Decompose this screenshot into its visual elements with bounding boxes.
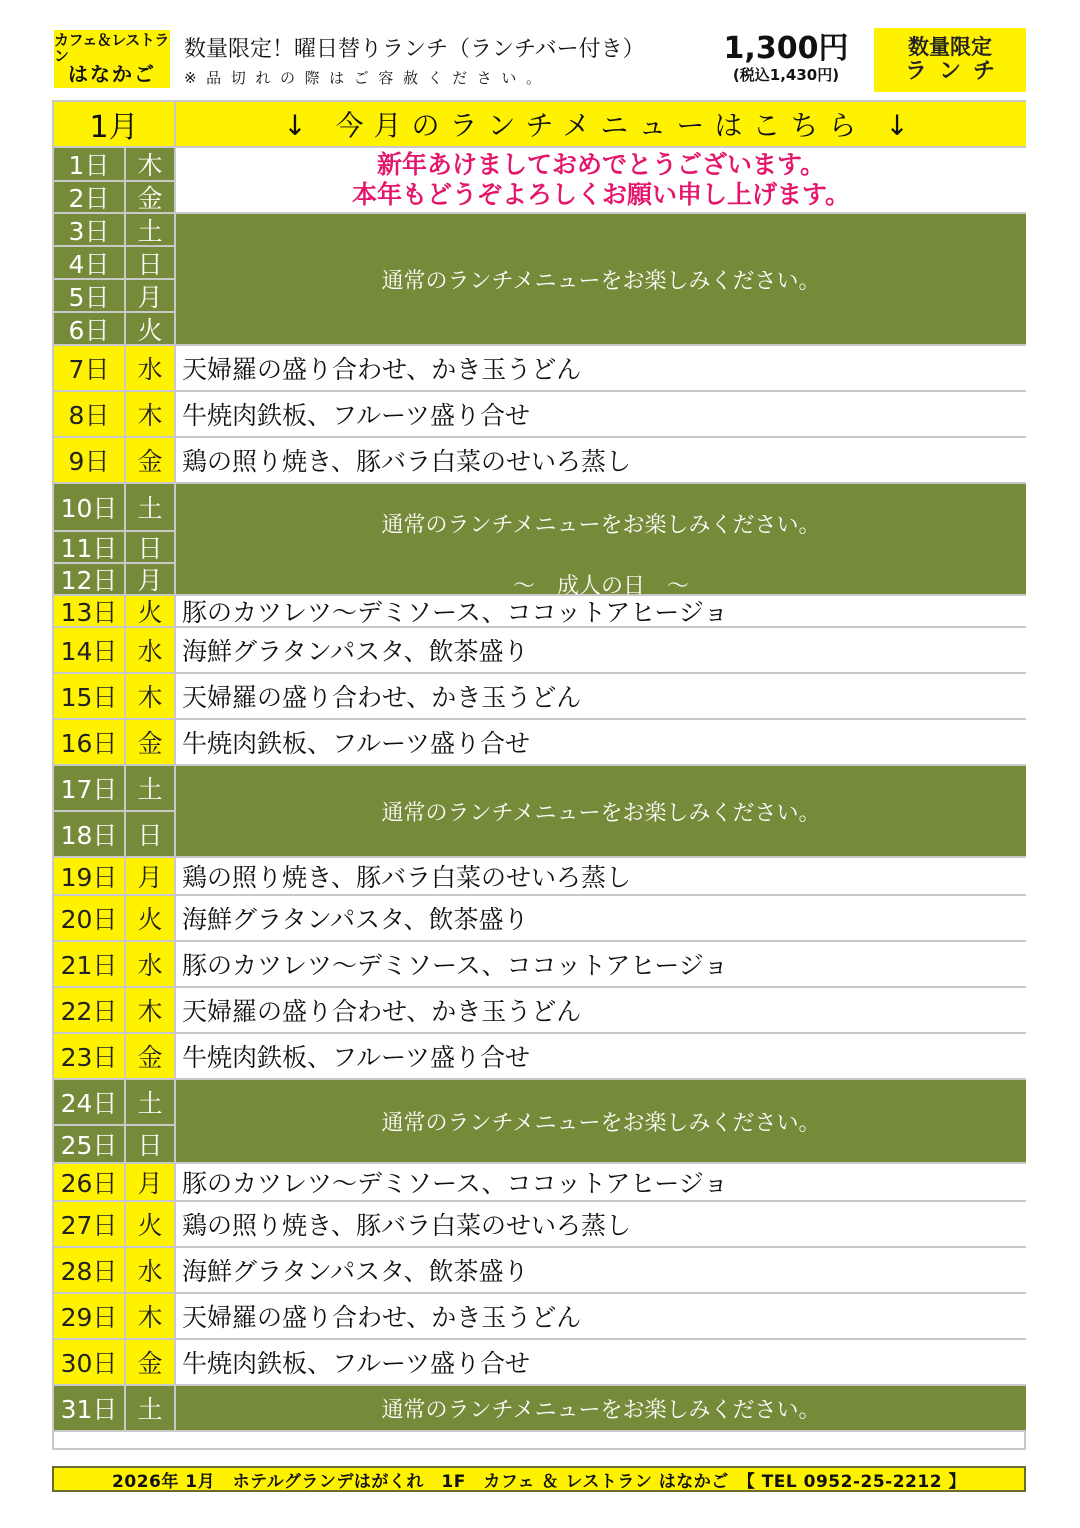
menu-item: 豚のカツレツ～デミソース、ココットアヒージョ bbox=[176, 596, 1026, 628]
menu-item: 天婦羅の盛り合わせ、かき玉うどん bbox=[176, 346, 1026, 392]
menu-item: 豚のカツレツ～デミソース、ココットアヒージョ bbox=[176, 1164, 1026, 1202]
regular-menu-block-3-6 bbox=[176, 214, 1026, 346]
day-cell: 8日 bbox=[54, 392, 126, 438]
weekday-cell: 金 bbox=[126, 1034, 176, 1080]
menu-item: 鶏の照り焼き、豚バラ白菜のせいろ蒸し bbox=[176, 1202, 1026, 1248]
day-cell: 12日 bbox=[54, 564, 126, 596]
regular-menu-block-24-25 bbox=[176, 1080, 1026, 1164]
month-cell: 1月 bbox=[54, 102, 176, 148]
menu-item: 天婦羅の盛り合わせ、かき玉うどん bbox=[176, 988, 1026, 1034]
price-with-tax: (税込1,430円) bbox=[732, 66, 840, 84]
day-cell: 5日 bbox=[54, 280, 126, 313]
weekday-cell: 土 bbox=[126, 766, 176, 812]
weekday-cell: 火 bbox=[126, 313, 176, 346]
day-cell: 2日 bbox=[54, 182, 126, 214]
weekday-cell: 月 bbox=[126, 1164, 176, 1202]
weekday-cell: 月 bbox=[126, 564, 176, 596]
menu-item: 牛焼肉鉄板、フルーツ盛り合せ bbox=[176, 1034, 1026, 1080]
weekday-cell: 土 bbox=[126, 1080, 176, 1126]
menu-item: 海鮮グラタンパスタ、飲茶盛り bbox=[176, 896, 1026, 942]
footer: 2026年 1月 ホテルグランデはがくれ 1F カフェ ＆ レストラン はなかご 【 TEL 0952-25-2212 】 bbox=[52, 1466, 1026, 1492]
weekday-cell: 日 bbox=[126, 532, 176, 564]
weekday-cell: 木 bbox=[126, 674, 176, 720]
weekday-cell: 水 bbox=[126, 628, 176, 674]
greeting-line1: 新年あけましておめでとうございます。 bbox=[376, 150, 825, 179]
weekday-cell: 木 bbox=[126, 148, 176, 182]
day-cell: 6日 bbox=[54, 313, 126, 346]
weekday-cell: 火 bbox=[126, 596, 176, 628]
restaurant-logo bbox=[54, 30, 170, 88]
weekday-cell: 木 bbox=[126, 1294, 176, 1340]
day-cell: 23日 bbox=[54, 1034, 126, 1080]
day-cell: 14日 bbox=[54, 628, 126, 674]
menu-item: 豚のカツレツ～デミソース、ココットアヒージョ bbox=[176, 942, 1026, 988]
weekday-cell: 日 bbox=[126, 812, 176, 858]
day-cell: 10日 bbox=[54, 484, 126, 532]
weekday-cell: 水 bbox=[126, 942, 176, 988]
weekday-cell: 金 bbox=[126, 438, 176, 484]
day-cell: 7日 bbox=[54, 346, 126, 392]
limited-badge-line2: ランチ bbox=[904, 59, 1007, 85]
holiday-note: ～ 成人の日 ～ bbox=[512, 574, 689, 599]
regular-menu-text: 通常のランチメニューをお楽しみください。 bbox=[381, 800, 821, 826]
price: 1,300円 bbox=[723, 31, 849, 66]
day-cell: 27日 bbox=[54, 1202, 126, 1248]
weekday-cell: 金 bbox=[126, 182, 176, 214]
menu-banner: ↓ 今月のランチメニューはこちら ↓ bbox=[176, 102, 1026, 148]
day-cell: 29日 bbox=[54, 1294, 126, 1340]
weekday-cell: 金 bbox=[126, 1340, 176, 1386]
day-cell: 4日 bbox=[54, 247, 126, 280]
regular-menu-text: 通常のランチメニューをお楽しみください。 bbox=[381, 1110, 821, 1136]
header bbox=[52, 26, 1026, 94]
menu-item: 海鮮グラタンパスタ、飲茶盛り bbox=[176, 1248, 1026, 1294]
weekday-cell: 日 bbox=[126, 1126, 176, 1164]
day-cell: 22日 bbox=[54, 988, 126, 1034]
day-cell: 3日 bbox=[54, 214, 126, 247]
regular-menu-text: 通常のランチメニューをお楽しみください。 bbox=[381, 268, 821, 294]
day-cell: 20日 bbox=[54, 896, 126, 942]
day-cell: 28日 bbox=[54, 1248, 126, 1294]
logo-line2: はなかご bbox=[68, 62, 156, 87]
day-cell: 16日 bbox=[54, 720, 126, 766]
weekday-cell: 火 bbox=[126, 1202, 176, 1248]
day-cell: 25日 bbox=[54, 1126, 126, 1164]
menu-item: 牛焼肉鉄板、フルーツ盛り合せ bbox=[176, 392, 1026, 438]
weekday-cell: 火 bbox=[126, 896, 176, 942]
weekday-cell: 木 bbox=[126, 392, 176, 438]
weekday-cell: 月 bbox=[126, 280, 176, 313]
menu-table bbox=[52, 100, 1026, 1450]
day-cell: 26日 bbox=[54, 1164, 126, 1202]
day-cell: 17日 bbox=[54, 766, 126, 812]
price-block bbox=[710, 32, 862, 84]
weekday-cell: 土 bbox=[126, 214, 176, 247]
day-cell: 1日 bbox=[54, 148, 126, 182]
menu-item: 鶏の照り焼き、豚バラ白菜のせいろ蒸し bbox=[176, 858, 1026, 896]
day-cell: 19日 bbox=[54, 858, 126, 896]
title-block bbox=[184, 32, 704, 88]
day-cell: 30日 bbox=[54, 1340, 126, 1386]
regular-menu-text: 通常のランチメニューをお楽しみください。 bbox=[381, 513, 821, 538]
regular-menu-block-31 bbox=[176, 1386, 1026, 1432]
weekday-cell: 日 bbox=[126, 247, 176, 280]
menu-item: 牛焼肉鉄板、フルーツ盛り合せ bbox=[176, 1340, 1026, 1386]
weekday-cell: 月 bbox=[126, 858, 176, 896]
day-cell: 9日 bbox=[54, 438, 126, 484]
weekday-cell: 木 bbox=[126, 988, 176, 1034]
logo-line1: カフェ＆レストラン bbox=[54, 30, 169, 65]
weekday-cell: 土 bbox=[126, 1386, 176, 1432]
regular-menu-block-17-18 bbox=[176, 766, 1026, 858]
regular-menu-block-10-12 bbox=[176, 484, 1026, 599]
greeting-line2: 本年もどうぞよろしくお願い申し上げます。 bbox=[351, 180, 850, 209]
menu-item: 海鮮グラタンパスタ、飲茶盛り bbox=[176, 628, 1026, 674]
regular-menu-text: 通常のランチメニューをお楽しみください。 bbox=[381, 1397, 821, 1423]
new-year-greeting bbox=[176, 148, 1026, 214]
menu-item: 鶏の照り焼き、豚バラ白菜のせいろ蒸し bbox=[176, 438, 1026, 484]
menu-item: 天婦羅の盛り合わせ、かき玉うどん bbox=[176, 1294, 1026, 1340]
limited-badge bbox=[874, 28, 1026, 92]
day-cell: 13日 bbox=[54, 596, 126, 628]
page-title: 数量限定！曜日替りランチ（ランチバー付き） bbox=[184, 37, 645, 62]
day-cell: 31日 bbox=[54, 1386, 126, 1432]
day-cell: 15日 bbox=[54, 674, 126, 720]
limited-badge-line1: 数量限定 bbox=[908, 35, 992, 60]
day-cell: 11日 bbox=[54, 532, 126, 564]
weekday-cell: 水 bbox=[126, 1248, 176, 1294]
weekday-cell: 金 bbox=[126, 720, 176, 766]
weekday-cell: 水 bbox=[126, 346, 176, 392]
weekday-cell: 土 bbox=[126, 484, 176, 532]
day-cell: 24日 bbox=[54, 1080, 126, 1126]
menu-item: 天婦羅の盛り合わせ、かき玉うどん bbox=[176, 674, 1026, 720]
menu-item: 牛焼肉鉄板、フルーツ盛り合せ bbox=[176, 720, 1026, 766]
sold-out-note: ※品切れの際はご容赦ください。 bbox=[184, 69, 551, 87]
day-cell: 18日 bbox=[54, 812, 126, 858]
day-cell: 21日 bbox=[54, 942, 126, 988]
